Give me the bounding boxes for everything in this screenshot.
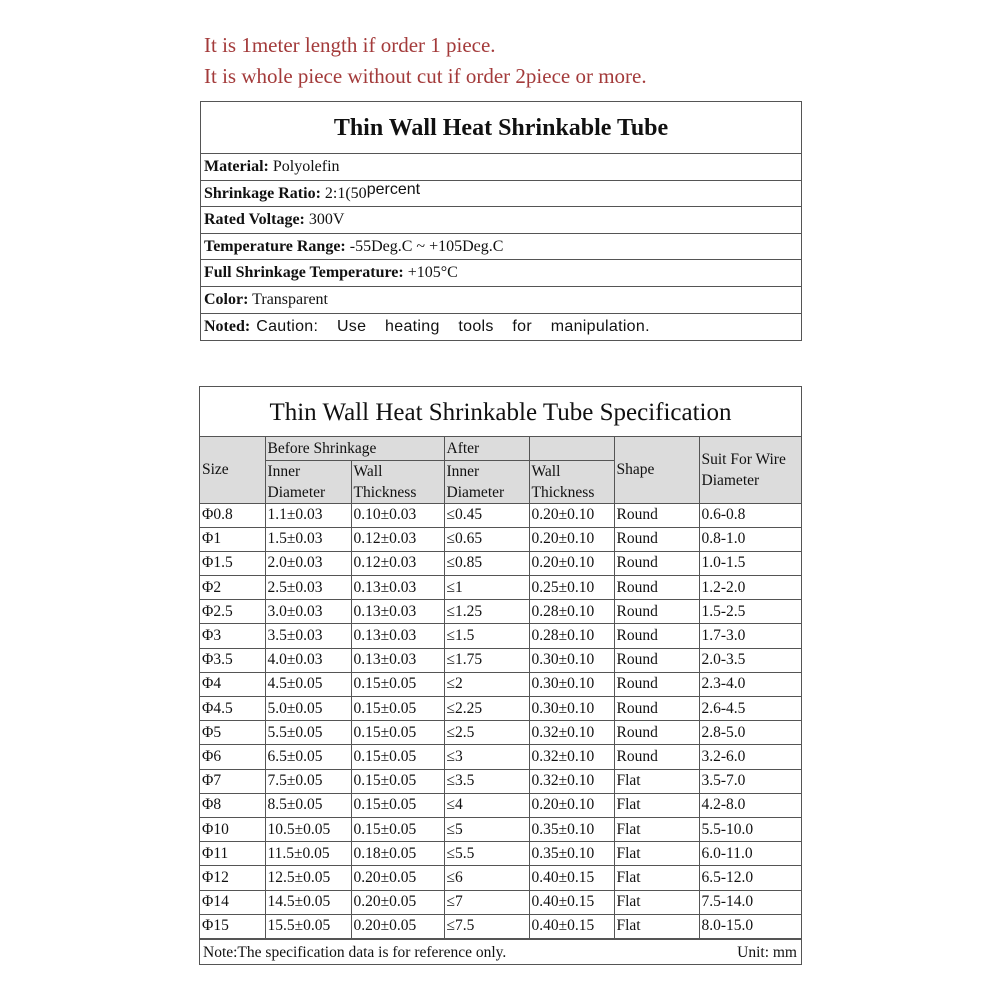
shape-cell: Flat — [614, 914, 699, 938]
material-row — [201, 154, 801, 181]
before-wall-thickness-cell: 0.15±0.05 — [351, 769, 444, 793]
size-cell: Φ1.5 — [200, 551, 265, 575]
shape-cell: Round — [614, 721, 699, 745]
after-inner-diameter-cell: ≤0.45 — [444, 503, 529, 527]
shrinkage-suffix: percent — [366, 180, 421, 198]
after-wall-thickness-cell: 0.20±0.10 — [529, 551, 614, 575]
footer-note: Note:The specification data is for reference only. — [203, 943, 507, 961]
after-inner-diameter-cell: ≤3.5 — [444, 769, 529, 793]
shrinkage-row — [201, 181, 801, 208]
after-wall-thickness-cell: 0.28±0.10 — [529, 624, 614, 648]
shape-cell: Round — [614, 600, 699, 624]
header-size: Size — [200, 437, 265, 503]
size-cell: Φ12 — [200, 866, 265, 890]
spec-grid — [200, 437, 801, 939]
shape-cell: Flat — [614, 817, 699, 841]
before-inner-diameter-cell: 7.5±0.05 — [265, 769, 351, 793]
after-inner-diameter-cell: ≤6 — [444, 866, 529, 890]
before-wall-thickness-cell: 0.15±0.05 — [351, 672, 444, 696]
after-wall-thickness-cell: 0.30±0.10 — [529, 648, 614, 672]
suit-wire-diameter-cell: 0.8-1.0 — [699, 527, 801, 551]
suit-wire-diameter-cell: 4.2-8.0 — [699, 793, 801, 817]
before-wall-thickness-cell: 0.13±0.03 — [351, 600, 444, 624]
before-inner-diameter-cell: 4.5±0.05 — [265, 672, 351, 696]
before-inner-diameter-cell: 6.5±0.05 — [265, 745, 351, 769]
table-row — [200, 866, 801, 890]
suit-wire-diameter-cell: 2.8-5.0 — [699, 721, 801, 745]
size-cell: Φ2 — [200, 576, 265, 600]
before-wall-thickness-cell: 0.12±0.03 — [351, 551, 444, 575]
suit-wire-diameter-cell: 3.2-6.0 — [699, 745, 801, 769]
footer-unit: Unit: mm — [737, 943, 797, 961]
before-inner-diameter-cell: 12.5±0.05 — [265, 866, 351, 890]
size-cell: Φ14 — [200, 890, 265, 914]
after-inner-diameter-cell: ≤2 — [444, 672, 529, 696]
color-value: Transparent — [248, 290, 328, 308]
after-inner-diameter-cell: ≤1.5 — [444, 624, 529, 648]
shape-cell: Round — [614, 672, 699, 696]
suit-wire-diameter-cell: 7.5-14.0 — [699, 890, 801, 914]
header-before-shrinkage: Before Shrinkage — [265, 437, 444, 460]
color-row — [201, 287, 801, 314]
table-row — [200, 527, 801, 551]
shape-cell: Round — [614, 503, 699, 527]
after-inner-diameter-cell: ≤7 — [444, 890, 529, 914]
size-cell: Φ6 — [200, 745, 265, 769]
shrinkage-value: 2:1(50 — [320, 184, 367, 202]
before-inner-diameter-cell: 5.0±0.05 — [265, 697, 351, 721]
header-suit-line-2: Diameter — [701, 471, 760, 489]
shape-cell: Flat — [614, 890, 699, 914]
header-suit-for-wire — [699, 437, 801, 503]
table-row — [200, 793, 801, 817]
before-inner-diameter-cell: 10.5±0.05 — [265, 817, 351, 841]
table-row — [200, 817, 801, 841]
header-text: Inner — [446, 462, 480, 480]
material-value: Polyolefin — [268, 158, 340, 175]
suit-wire-diameter-cell: 8.0-15.0 — [699, 914, 801, 938]
before-wall-thickness-cell: 0.15±0.05 — [351, 793, 444, 817]
header-suit-line-1: Suit For Wire — [701, 450, 786, 468]
suit-wire-diameter-cell: 1.7-3.0 — [699, 624, 801, 648]
before-inner-diameter-cell: 3.0±0.03 — [265, 600, 351, 624]
before-wall-thickness-cell: 0.13±0.03 — [351, 576, 444, 600]
header-text: Wall — [353, 462, 383, 480]
properties-title: Thin Wall Heat Shrinkable Tube — [201, 102, 801, 154]
after-wall-thickness-cell: 0.25±0.10 — [529, 576, 614, 600]
table-row — [200, 769, 801, 793]
after-inner-diameter-cell: ≤0.65 — [444, 527, 529, 551]
before-inner-diameter-cell: 11.5±0.05 — [265, 842, 351, 866]
after-wall-thickness-cell: 0.30±0.10 — [529, 697, 614, 721]
after-wall-thickness-cell: 0.32±0.10 — [529, 721, 614, 745]
suit-wire-diameter-cell: 5.5-10.0 — [699, 817, 801, 841]
header-text: Diameter — [267, 483, 326, 501]
after-inner-diameter-cell: ≤1 — [444, 576, 529, 600]
suit-wire-diameter-cell: 1.2-2.0 — [699, 576, 801, 600]
order-notes — [204, 30, 647, 92]
size-cell: Φ3.5 — [200, 648, 265, 672]
table-row — [200, 503, 801, 527]
before-inner-diameter-cell: 8.5±0.05 — [265, 793, 351, 817]
table-row — [200, 600, 801, 624]
voltage-row — [201, 207, 801, 234]
size-cell: Φ15 — [200, 914, 265, 938]
before-inner-diameter-cell: 2.5±0.03 — [265, 576, 351, 600]
before-wall-thickness-cell: 0.13±0.03 — [351, 648, 444, 672]
after-wall-thickness-cell: 0.40±0.15 — [529, 890, 614, 914]
noted-value: Caution: Use heating tools for manipulation. — [256, 317, 650, 335]
after-inner-diameter-cell: ≤0.85 — [444, 551, 529, 575]
order-note-line-1: It is 1meter length if order 1 piece. — [204, 33, 496, 57]
after-wall-thickness-cell: 0.35±0.10 — [529, 842, 614, 866]
header-text: Thickness — [353, 483, 417, 501]
after-wall-thickness-cell: 0.20±0.10 — [529, 793, 614, 817]
specification-table — [199, 386, 802, 965]
header-shape: Shape — [614, 437, 699, 503]
temperature-range-row — [201, 234, 801, 261]
suit-wire-diameter-cell: 1.0-1.5 — [699, 551, 801, 575]
before-inner-diameter-cell: 1.1±0.03 — [265, 503, 351, 527]
after-inner-diameter-cell: ≤7.5 — [444, 914, 529, 938]
table-row — [200, 890, 801, 914]
before-inner-diameter-cell: 1.5±0.03 — [265, 527, 351, 551]
after-wall-thickness-cell: 0.35±0.10 — [529, 817, 614, 841]
suit-wire-diameter-cell: 2.3-4.0 — [699, 672, 801, 696]
shape-cell: Round — [614, 551, 699, 575]
shape-cell: Round — [614, 624, 699, 648]
voltage-label: Rated Voltage: — [204, 211, 305, 229]
before-wall-thickness-cell: 0.13±0.03 — [351, 624, 444, 648]
table-row — [200, 721, 801, 745]
table-row — [200, 672, 801, 696]
before-inner-diameter-cell: 3.5±0.03 — [265, 624, 351, 648]
after-wall-thickness-cell: 0.30±0.10 — [529, 672, 614, 696]
table-row — [200, 648, 801, 672]
size-cell: Φ8 — [200, 793, 265, 817]
before-wall-thickness-cell: 0.20±0.05 — [351, 890, 444, 914]
order-note-line-2: It is whole piece without cut if order 2piece or more. — [204, 64, 647, 88]
before-wall-thickness-cell: 0.15±0.05 — [351, 697, 444, 721]
table-row — [200, 745, 801, 769]
suit-wire-diameter-cell: 6.0-11.0 — [699, 842, 801, 866]
before-wall-thickness-cell: 0.20±0.05 — [351, 914, 444, 938]
before-wall-thickness-cell: 0.12±0.03 — [351, 527, 444, 551]
before-inner-diameter-cell: 14.5±0.05 — [265, 890, 351, 914]
table-row — [200, 576, 801, 600]
noted-label: Noted: — [204, 317, 251, 335]
size-cell: Φ11 — [200, 842, 265, 866]
before-inner-diameter-cell: 2.0±0.03 — [265, 551, 351, 575]
shape-cell: Flat — [614, 769, 699, 793]
shape-cell: Round — [614, 527, 699, 551]
after-inner-diameter-cell: ≤5.5 — [444, 842, 529, 866]
header-text: Wall — [531, 462, 561, 480]
full-shrinkage-label: Full Shrinkage Temperature: — [204, 264, 404, 282]
suit-wire-diameter-cell: 2.0-3.5 — [699, 648, 801, 672]
header-after-wall-thickness — [529, 460, 614, 503]
header-text: Inner — [267, 462, 301, 480]
after-wall-thickness-cell: 0.32±0.10 — [529, 745, 614, 769]
before-wall-thickness-cell: 0.20±0.05 — [351, 866, 444, 890]
temperature-range-label: Temperature Range: — [204, 237, 346, 255]
after-inner-diameter-cell: ≤2.5 — [444, 721, 529, 745]
suit-wire-diameter-cell: 0.6-0.8 — [699, 503, 801, 527]
size-cell: Φ7 — [200, 769, 265, 793]
material-label: Material: — [204, 158, 269, 175]
after-inner-diameter-cell: ≤5 — [444, 817, 529, 841]
shape-cell: Round — [614, 576, 699, 600]
shape-cell: Flat — [614, 842, 699, 866]
full-shrinkage-row — [201, 260, 801, 287]
noted-row — [201, 314, 801, 341]
before-inner-diameter-cell: 4.0±0.03 — [265, 648, 351, 672]
voltage-value: 300V — [304, 211, 345, 229]
after-inner-diameter-cell: ≤1.25 — [444, 600, 529, 624]
suit-wire-diameter-cell: 6.5-12.0 — [699, 866, 801, 890]
spec-body — [200, 503, 801, 938]
color-label: Color: — [204, 290, 249, 308]
shape-cell: Round — [614, 648, 699, 672]
before-wall-thickness-cell: 0.15±0.05 — [351, 745, 444, 769]
table-row — [200, 624, 801, 648]
table-row — [200, 697, 801, 721]
size-cell: Φ4.5 — [200, 697, 265, 721]
table-row — [200, 551, 801, 575]
shrinkage-label: Shrinkage Ratio: — [204, 184, 321, 202]
after-inner-diameter-cell: ≤1.75 — [444, 648, 529, 672]
header-before-wall-thickness — [351, 460, 444, 503]
shape-cell: Flat — [614, 793, 699, 817]
table-row — [200, 914, 801, 938]
shape-cell: Round — [614, 745, 699, 769]
after-wall-thickness-cell: 0.20±0.10 — [529, 527, 614, 551]
after-wall-thickness-cell: 0.20±0.10 — [529, 503, 614, 527]
before-wall-thickness-cell: 0.15±0.05 — [351, 817, 444, 841]
size-cell: Φ0.8 — [200, 503, 265, 527]
shape-cell: Flat — [614, 866, 699, 890]
header-text: Thickness — [531, 483, 595, 501]
suit-wire-diameter-cell: 3.5-7.0 — [699, 769, 801, 793]
before-inner-diameter-cell: 15.5±0.05 — [265, 914, 351, 938]
size-cell: Φ1 — [200, 527, 265, 551]
header-text: Diameter — [446, 483, 505, 501]
after-wall-thickness-cell: 0.40±0.15 — [529, 866, 614, 890]
after-wall-thickness-cell: 0.32±0.10 — [529, 769, 614, 793]
before-inner-diameter-cell: 5.5±0.05 — [265, 721, 351, 745]
full-shrinkage-value: +105°C — [403, 264, 458, 282]
size-cell: Φ10 — [200, 817, 265, 841]
size-cell: Φ5 — [200, 721, 265, 745]
after-wall-thickness-cell: 0.40±0.15 — [529, 914, 614, 938]
size-cell: Φ4 — [200, 672, 265, 696]
header-after: After — [444, 437, 529, 460]
table-row — [200, 842, 801, 866]
specification-title: Thin Wall Heat Shrinkable Tube Specification — [200, 387, 801, 437]
header-before-inner-diameter — [265, 460, 351, 503]
temperature-range-value: -55Deg.C ~ +105Deg.C — [345, 237, 504, 255]
size-cell: Φ3 — [200, 624, 265, 648]
before-wall-thickness-cell: 0.15±0.05 — [351, 721, 444, 745]
after-inner-diameter-cell: ≤3 — [444, 745, 529, 769]
suit-wire-diameter-cell: 1.5-2.5 — [699, 600, 801, 624]
suit-wire-diameter-cell: 2.6-4.5 — [699, 697, 801, 721]
after-inner-diameter-cell: ≤4 — [444, 793, 529, 817]
spec-footer — [200, 939, 801, 964]
header-after-inner-diameter — [444, 460, 529, 503]
after-wall-thickness-cell: 0.28±0.10 — [529, 600, 614, 624]
header-after-blank — [529, 437, 614, 460]
before-wall-thickness-cell: 0.10±0.03 — [351, 503, 444, 527]
before-wall-thickness-cell: 0.18±0.05 — [351, 842, 444, 866]
properties-table — [200, 101, 802, 341]
after-inner-diameter-cell: ≤2.25 — [444, 697, 529, 721]
shape-cell: Round — [614, 697, 699, 721]
size-cell: Φ2.5 — [200, 600, 265, 624]
